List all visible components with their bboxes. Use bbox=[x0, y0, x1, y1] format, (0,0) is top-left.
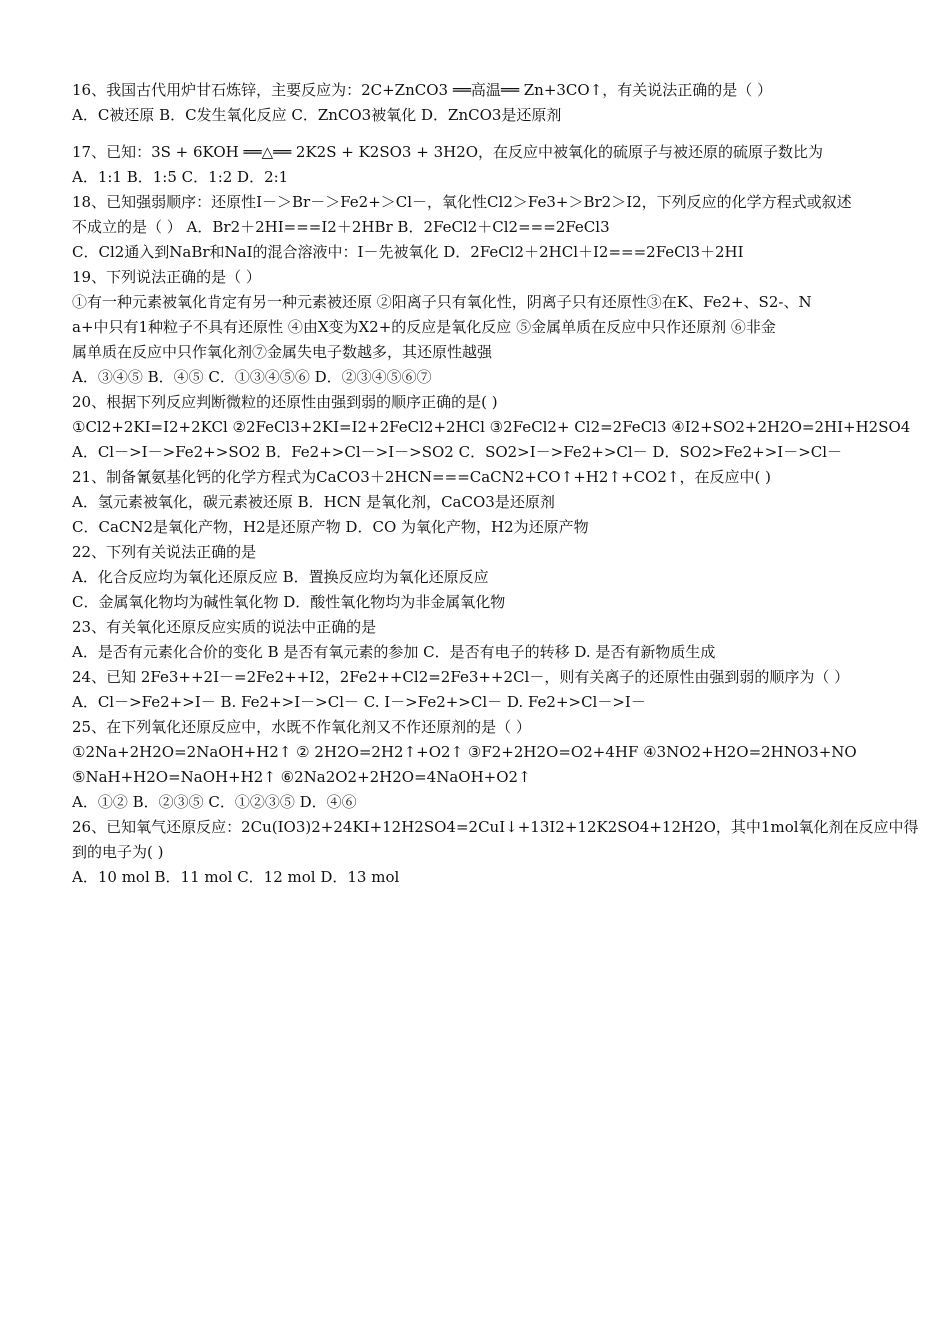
answer-options: A．③④⑤ B．④⑤ C．①③④⑤⑥ D．②③④⑤⑥⑦ bbox=[72, 368, 432, 386]
question-stem: 21、制备氰氨基化钙的化学方程式为CaCO3＋2HCN===CaCN2+CO↑+H2↑+CO2↑，在反应中( ) bbox=[72, 468, 771, 486]
answer-options: A．C被还原 B．C发生氧化反应 C．ZnCO3被氧化 D．ZnCO3是还原剂 bbox=[72, 106, 562, 124]
question-23 bbox=[72, 615, 882, 665]
reaction-list: ⑤NaH+H2O=NaOH+H2↑ ⑥2Na2O2+2H2O=4NaOH+O2↑ bbox=[72, 768, 531, 786]
question-20 bbox=[72, 390, 911, 465]
question-stem: 23、有关氧化还原反应实质的说法中正确的是 bbox=[72, 618, 377, 636]
statement-line: a+中只有1种粒子不具有还原性 ④由X变为X2+的反应是氧化反应 ⑤金属单质在反应中只作还原剂 ⑥非金 bbox=[72, 318, 776, 336]
question-stem: 24、已知 2Fe3++2I－=2Fe2++I2，2Fe2++Cl2=2Fe3++2Cl－，则有关离子的还原性由强到弱的顺序为（ ） bbox=[72, 668, 850, 686]
reaction-list: ①2Na+2H2O=2NaOH+H2↑ ② 2H2O=2H2↑+O2↑ ③F2+2H2O=O2+4HF ④3NO2+H2O=2HNO3+NO bbox=[72, 743, 857, 761]
question-24 bbox=[72, 665, 882, 715]
answer-options: A．①② B．②③⑤ C．①②③⑤ D．④⑥ bbox=[72, 793, 357, 811]
question-19 bbox=[72, 265, 882, 390]
worksheet bbox=[72, 78, 919, 890]
answer-options: C．CaCN2是氧化产物，H2是还原产物 D．CO 为氧化产物，H2为还原产物 bbox=[72, 518, 589, 536]
question-21 bbox=[72, 465, 882, 540]
answer-options: C．Cl2通入到NaBr和NaI的混合溶液中：I－先被氧化 D．2FeCl2＋2HCl＋I2===2FeCl3＋2HI bbox=[72, 243, 744, 261]
answer-options: A．是否有元素化合价的变化 B 是否有氧元素的参加 C．是否有电子的转移 D. 是否有新物质生成 bbox=[72, 643, 716, 661]
question-stem: 18、已知强弱顺序：还原性I－＞Br－＞Fe2+＞Cl－，氧化性Cl2＞Fe3+＞Br2＞I2，下列反应的化学方程式或叙述 bbox=[72, 193, 852, 211]
question-stem: 26、已知氧气还原反应：2Cu(IO3)2+24KI+12H2SO4=2CuI↓+13I2+12K2SO4+12H2O，其中1mol氧化剂在反应中得 bbox=[72, 818, 919, 836]
statement-line: 属单质在反应中只作氧化剂⑦金属失电子数越多，其还原性越强 bbox=[72, 343, 493, 361]
statement-line: ①有一种元素被氧化肯定有另一种元素被还原 ②阳离子只有氧化性，阴离子只有还原性③在K、Fe2+、S2-、N bbox=[72, 293, 812, 311]
answer-options: A．10 mol B．11 mol C．12 mol D．13 mol bbox=[72, 868, 400, 886]
answer-options: A．化合反应均为氧化还原反应 B．置换反应均为氧化还原反应 bbox=[72, 568, 489, 586]
question-stem: 20、根据下列反应判断微粒的还原性由强到弱的顺序正确的是( ) bbox=[72, 393, 498, 411]
question-17 bbox=[72, 140, 882, 190]
answer-options: A．Cl－>I－>Fe2+>SO2 B．Fe2+>Cl－>I－>SO2 C．SO2>I－>Fe2+>Cl－ D．SO2>Fe2+>I－>Cl－ bbox=[72, 443, 843, 461]
question-16 bbox=[72, 78, 882, 128]
question-stem: 16、我国古代用炉甘石炼锌，主要反应为：2C+ZnCO3 ══高温══ Zn+3CO↑，有关说法正确的是（ ） bbox=[72, 81, 773, 99]
answer-options: A．Cl－>Fe2+>I－ B. Fe2+>I－>Cl－ C. I－>Fe2+>Cl－ D. Fe2+>Cl－>I－ bbox=[72, 693, 646, 711]
question-stem-continued: 到的电子为( ) bbox=[72, 843, 164, 861]
question-stem-continued: 不成立的是（ ） A．Br2＋2HI===I2＋2HBr B．2FeCl2＋Cl2===2FeCl3 bbox=[72, 218, 610, 236]
answer-options: A．氢元素被氧化，碳元素被还原 B．HCN 是氧化剂，CaCO3是还原剂 bbox=[72, 493, 555, 511]
question-stem: 19、下列说法正确的是（ ） bbox=[72, 268, 261, 286]
question-stem: 17、已知：3S + 6KOH ══△══ 2K2S + K2SO3 + 3H2O，在反应中被氧化的硫原子与被还原的硫原子数比为 bbox=[72, 143, 824, 161]
question-22 bbox=[72, 540, 882, 615]
reaction-list: ①Cl2+2KI=I2+2KCl ②2FeCl3+2KI=I2+2FeCl2+2HCl ③2FeCl2+ Cl2=2FeCl3 ④I2+SO2+2H2O=2HI+H2SO4 bbox=[72, 418, 911, 436]
question-stem: 22、下列有关说法正确的是 bbox=[72, 543, 257, 561]
answer-options: C．金属氧化物均为碱性氧化物 D．酸性氧化物均为非金属氧化物 bbox=[72, 593, 506, 611]
question-18 bbox=[72, 190, 882, 265]
question-26 bbox=[72, 815, 919, 890]
question-stem: 25、在下列氧化还原反应中，水既不作氧化剂又不作还原剂的是（ ） bbox=[72, 718, 531, 736]
question-25 bbox=[72, 715, 882, 815]
answer-options: A．1:1 B．1:5 C．1:2 D．2:1 bbox=[72, 168, 289, 186]
